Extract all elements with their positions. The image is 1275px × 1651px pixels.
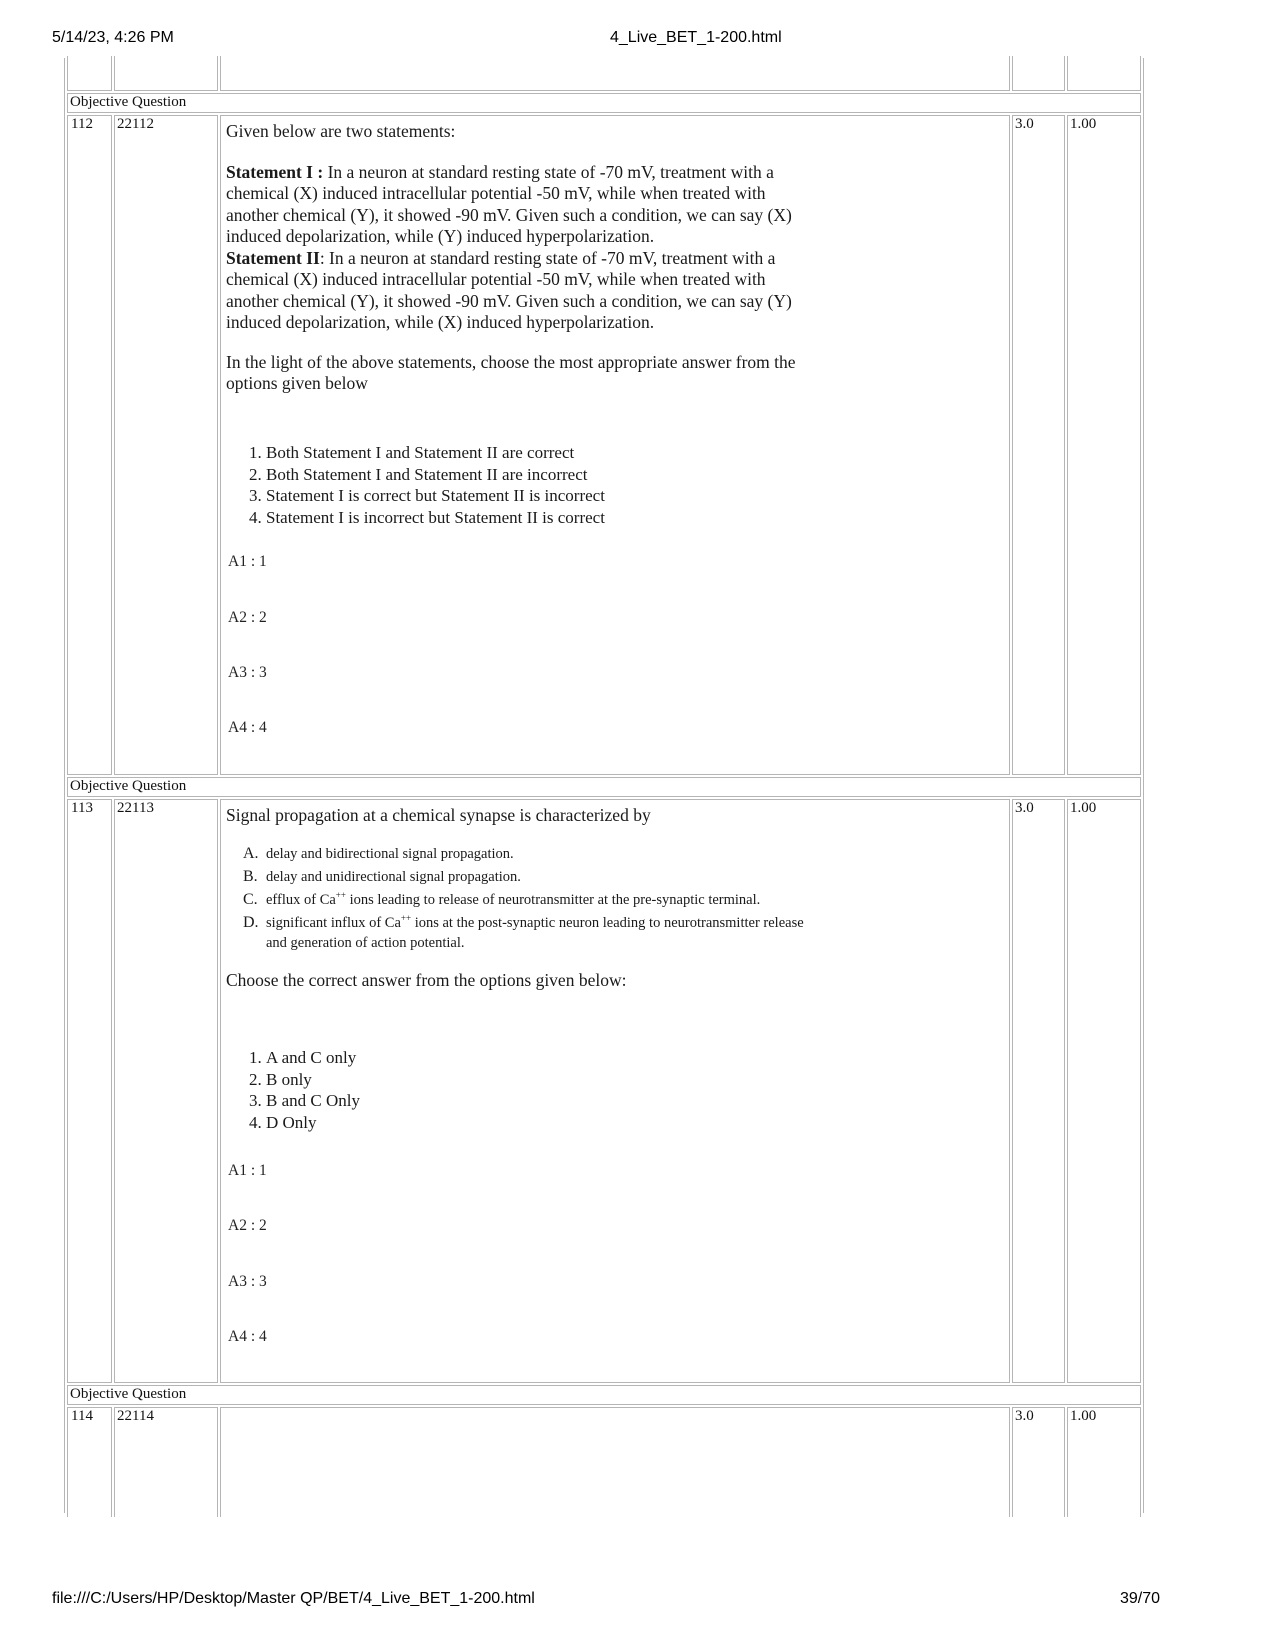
statement-1-text: In a neuron at standard resting state of -70 mV, treatment with a chemical (X) induced intracellular potential -50 mV, while when treated with another chemical (Y), it showed -90 mV. Given such a condition, we can say (X) induced depolarization, while (Y) induced hyperpolarization. [226, 161, 792, 246]
option-item: 4. D Only [266, 1112, 866, 1134]
option-item: 2. Both Statement I and Statement II are incorrect [266, 464, 866, 486]
question-type-row [67, 777, 1141, 797]
superscript: ++ [400, 913, 412, 924]
statement-item [226, 844, 826, 864]
question-sno: 112 [71, 116, 93, 132]
statement-letter: D. [243, 914, 259, 931]
statement-item [226, 913, 826, 953]
statement-letter: B. [243, 868, 258, 885]
answer-key: A3 : 3 [228, 664, 267, 681]
statement-item [226, 867, 826, 887]
statement-2-text: : In a neuron at standard resting state of -70 mV, treatment with a chemical (X) induced intracellular potential -50 mV, while when treated with another chemical (Y), it showed -90 mV. Given such a condition, we can say (Y) induced depolarization, while (X) induced hyperpolarization. [226, 247, 792, 332]
statement-text: significant influx of Ca [266, 915, 401, 931]
option-item: 1. Both Statement I and Statement II are correct [266, 442, 866, 464]
answer-key: A2 : 2 [228, 609, 267, 626]
sno-cell [67, 799, 112, 1383]
question-intro: Signal propagation at a chemical synapse is characterized by [226, 805, 651, 825]
question-negative-marks: 1.00 [1070, 800, 1097, 816]
statement-text: delay and bidirectional signal propagation. [266, 846, 514, 862]
question-type-label: Objective Question [70, 1386, 187, 1402]
statement-letter: C. [243, 891, 258, 908]
question-type-row [67, 1385, 1141, 1405]
answer-key: A2 : 2 [228, 1217, 267, 1234]
answer-key: A3 : 3 [228, 1273, 267, 1290]
answer-key: A1 : 1 [228, 1162, 267, 1179]
print-page-number: 39/70 [1120, 1590, 1161, 1607]
question-sno: 113 [71, 800, 93, 816]
question-type-row [67, 93, 1141, 113]
marks-cell [1012, 799, 1065, 1383]
qid-cell [114, 799, 218, 1383]
question-cell [220, 1407, 1010, 1517]
question-marks: 3.0 [1015, 800, 1034, 816]
question-type-label: Objective Question [70, 94, 187, 110]
prev-row-question-cell [220, 56, 1010, 91]
option-item: 4. Statement I is incorrect but Statement II is correct [266, 507, 866, 529]
statement-2 [226, 248, 816, 334]
statement-1 [226, 162, 816, 248]
question-intro: Given below are two statements: [226, 121, 456, 141]
prev-row-sno-cell [67, 56, 112, 91]
statement-list [226, 844, 826, 956]
option-item: 2. B only [266, 1069, 866, 1091]
print-datetime: 5/14/23, 4:26 PM [52, 29, 174, 46]
answer-key: A4 : 4 [228, 719, 267, 736]
statement-text: ions at the post-synaptic neuron leading to neurotransmitter release and generation of action potential. [266, 915, 804, 951]
question-id: 22112 [117, 116, 154, 132]
negative-cell [1067, 799, 1141, 1383]
sno-cell [67, 115, 112, 775]
statement-text: delay and unidirectional signal propagation. [266, 869, 521, 885]
print-file-path: file:///C:/Users/HP/Desktop/Master QP/BET/4_Live_BET_1-200.html [52, 1590, 535, 1607]
statement-1-label: Statement I : [226, 161, 324, 182]
question-id: 22113 [117, 800, 154, 816]
statement-text: ions leading to release of neurotransmitter at the pre-synaptic terminal. [345, 892, 761, 908]
statement-item [226, 890, 826, 910]
prev-row-marks-cell [1012, 56, 1065, 91]
qid-cell [114, 115, 218, 775]
negative-cell [1067, 115, 1141, 775]
statement-letter: A. [243, 845, 259, 862]
marks-cell [1012, 115, 1065, 775]
statement-2-label: Statement II [226, 247, 320, 268]
print-title: 4_Live_BET_1-200.html [610, 29, 782, 46]
answer-key: A4 : 4 [228, 1328, 267, 1345]
option-list [224, 442, 866, 528]
question-marks: 3.0 [1015, 116, 1034, 132]
question-prompt: In the light of the above statements, choose the most appropriate answer from the options given below [226, 351, 796, 393]
option-list [224, 1047, 866, 1133]
question-id: 22114 [117, 1408, 154, 1424]
question-type-label: Objective Question [70, 778, 187, 794]
option-item: 1. A and C only [266, 1047, 866, 1069]
prev-row-negative-cell [1067, 56, 1141, 91]
prev-row-qid-cell [114, 56, 218, 91]
question-body [226, 121, 816, 395]
question-sno: 114 [71, 1408, 93, 1424]
superscript: ++ [335, 890, 346, 901]
question-negative-marks: 1.00 [1070, 1408, 1097, 1424]
statement-text: efflux of Ca [266, 892, 336, 908]
option-item: 3. Statement I is correct but Statement II is incorrect [266, 485, 866, 507]
question-prompt: Choose the correct answer from the options given below: [226, 970, 627, 990]
question-marks: 3.0 [1015, 1408, 1034, 1424]
question-negative-marks: 1.00 [1070, 116, 1097, 132]
option-item: 3. B and C Only [266, 1090, 866, 1112]
answer-key: A1 : 1 [228, 553, 267, 570]
